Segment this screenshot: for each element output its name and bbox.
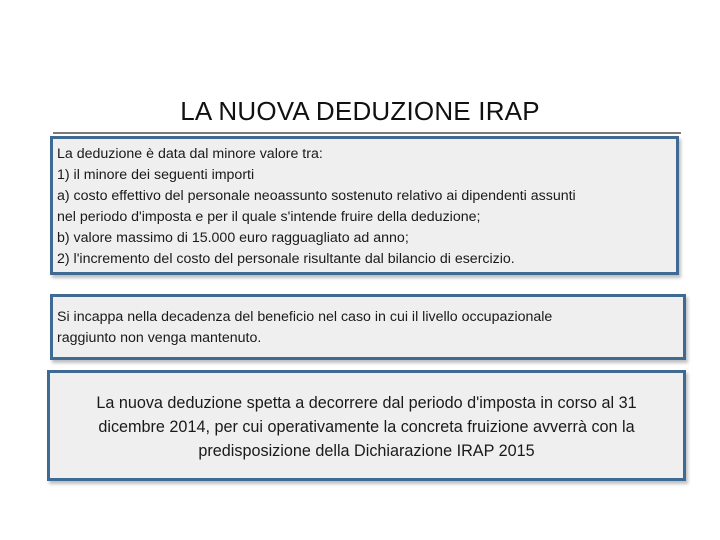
- deduction-rules-line: b) valore massimo di 15.000 euro ragguagliato ad anno;: [57, 230, 409, 246]
- deduction-rules-line: a) costo effettivo del personale neoassunto sostenuto relativo ai dipendenti assunti: [57, 188, 576, 204]
- slide-title: LA NUOVA DEDUZIONE IRAP: [180, 96, 540, 126]
- effective-date-line: dicembre 2014, per cui operativamente la concreta fruizione avverrà con la: [98, 418, 635, 436]
- forfeiture-box: [50, 294, 686, 360]
- effective-date-line: predisposizione della Dichiarazione IRAP 2015: [198, 442, 535, 460]
- deduction-rules-line: La deduzione è data dal minore valore tra:: [57, 146, 323, 162]
- deduction-rules-line: nel periodo d'imposta e per il quale s'intende fruire della deduzione;: [57, 209, 481, 225]
- effective-date-box: [47, 370, 686, 481]
- deduction-rules-box: [50, 136, 679, 275]
- title-divider: [53, 132, 681, 134]
- forfeiture-line: raggiunto non venga mantenuto.: [57, 330, 262, 346]
- forfeiture-line: Si incappa nella decadenza del beneficio nel caso in cui il livello occupazionale: [57, 309, 553, 325]
- deduction-rules-line: 1) il minore dei seguenti importi: [57, 167, 255, 183]
- deduction-rules-line: 2) l'incremento del costo del personale risultante dal bilancio di esercizio.: [57, 251, 515, 267]
- effective-date-line: La nuova deduzione spetta a decorrere dal periodo d'imposta in corso al 31: [96, 394, 637, 412]
